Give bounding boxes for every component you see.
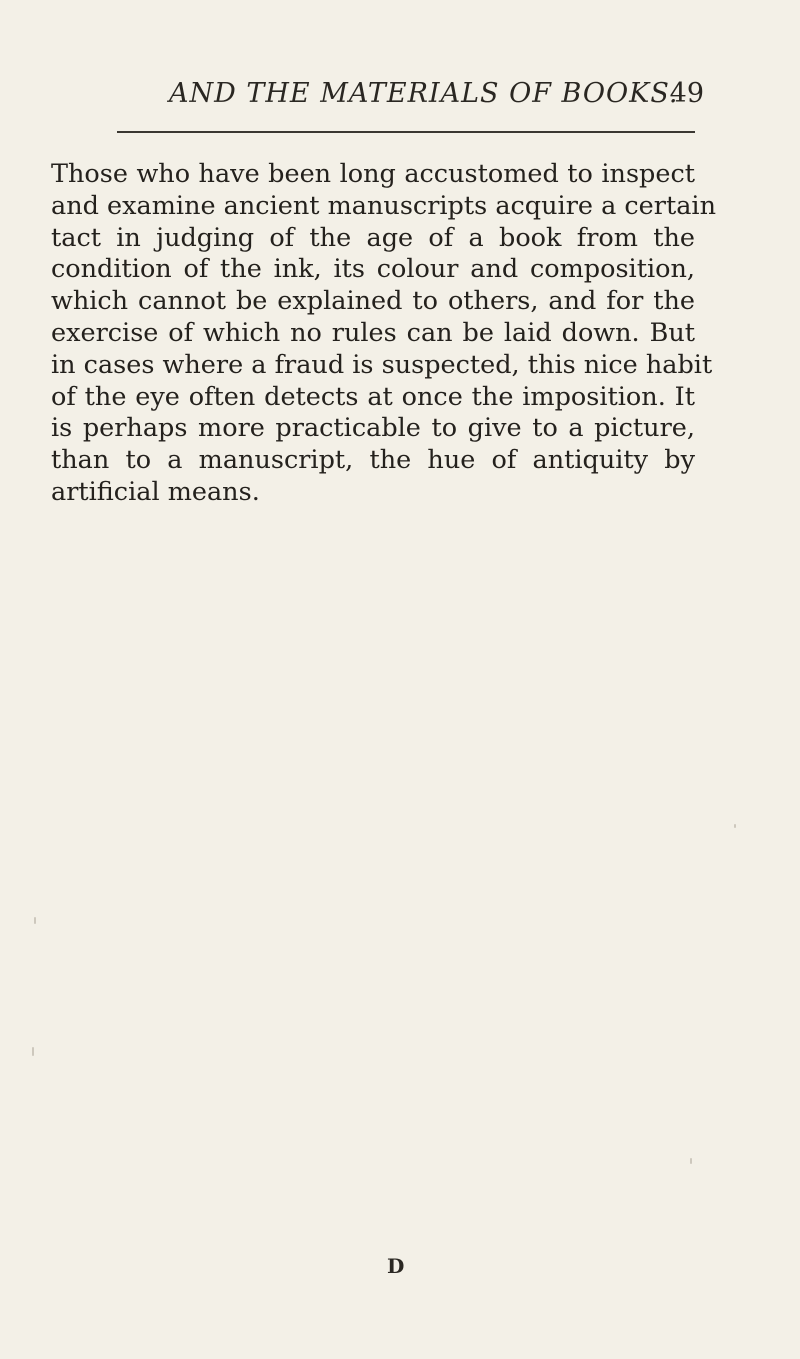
paragraph <box>51 159 716 509</box>
text-line-5: which cannot be explained to others, and for the <box>51 286 695 317</box>
text-line-2: and examine ancient manuscripts acquire a certain <box>51 190 716 221</box>
paper-speck <box>34 917 36 924</box>
text-line-9: is perhaps more practicable to give to a picture, <box>51 413 695 444</box>
text-line-10: than to a manuscript, the hue of antiquity by <box>51 445 695 476</box>
running-head <box>0 78 800 118</box>
text-line-8: of the eye often detects at once the imposition. It <box>51 381 695 412</box>
text-line-1: Those who have been long accustomed to inspect <box>51 159 695 189</box>
text-line-7: in cases where a fraud is suspected, this nice habit <box>51 349 713 380</box>
paper-speck <box>690 1158 692 1164</box>
text-line-3: tact in judging of the age of a book from the <box>51 222 695 253</box>
text-line-4: condition of the ink, its colour and composition, <box>51 254 695 285</box>
header-rule <box>117 131 695 133</box>
paper-speck <box>734 824 736 828</box>
text-line-11: artificial means. <box>51 476 260 507</box>
page-number: 49 <box>669 78 704 109</box>
text-line-6: exercise of which no rules can be laid down. But <box>51 317 695 348</box>
signature-mark: D <box>387 1254 405 1278</box>
running-head-title: AND THE MATERIALS OF BOOKS. <box>169 78 679 109</box>
paper-speck <box>32 1047 34 1056</box>
